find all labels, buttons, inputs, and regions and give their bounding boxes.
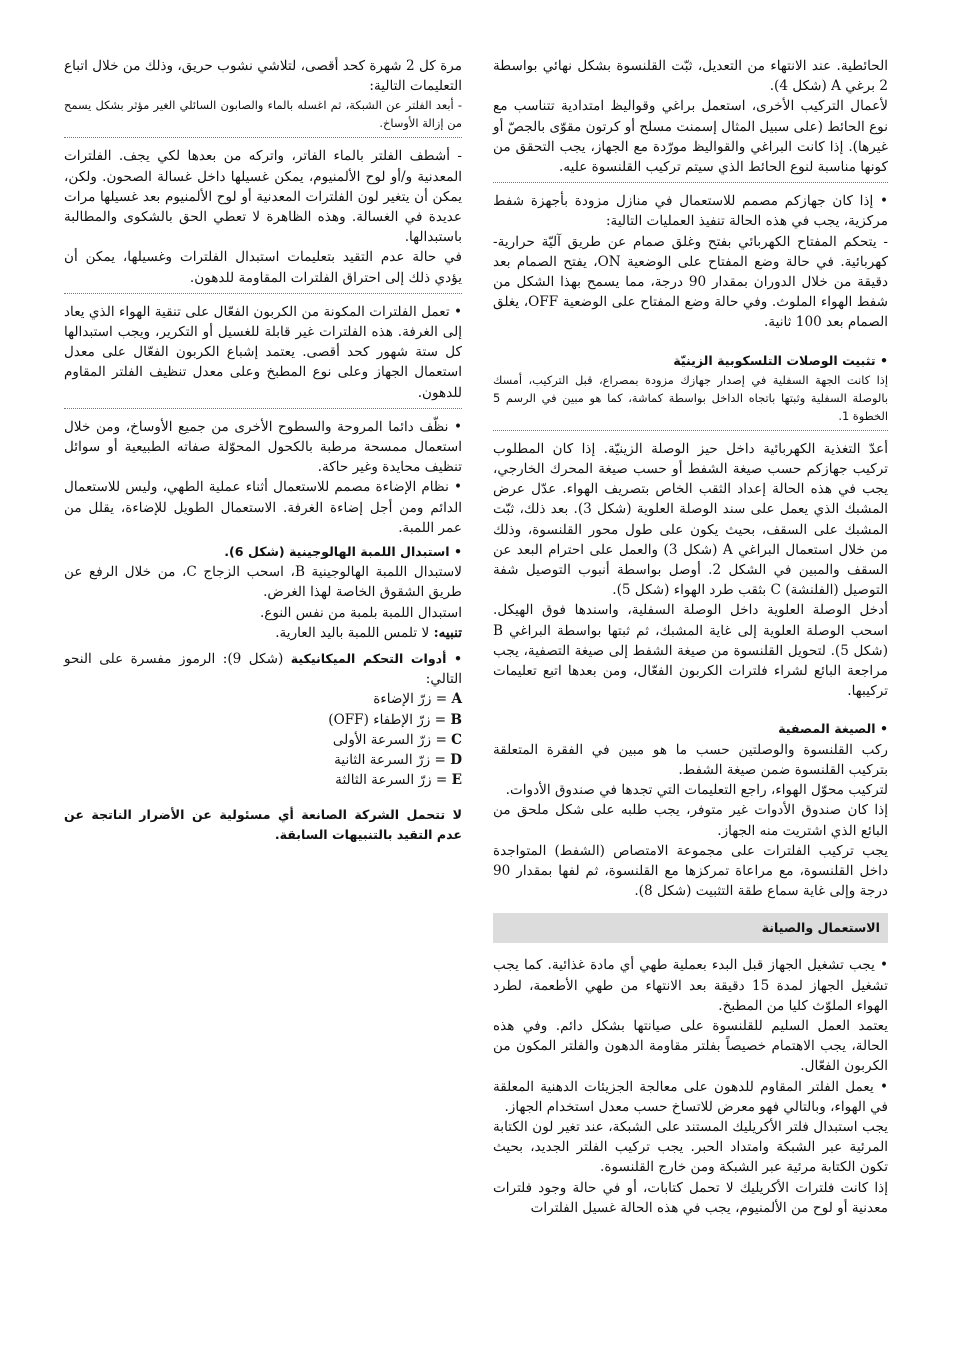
control-item <box>64 770 462 790</box>
paragraph: الحائطية. عند الانتهاء من التعديل، ثبّت القلنسوة بشكل نهائي بواسطة 2 برغي A (شكل 4). <box>493 58 888 95</box>
paragraph: لاستبدال اللمبة الهالوجينية B، اسحب الزجاج C، من خلال الرفع عن طريق الشقوق الخاصة لهذا الغرض. <box>64 564 462 601</box>
paragraph: في حالة عدم التقيد بتعليمات استبدال الفلترات وغسيلها، يمكن أن يؤدي ذلك إلى احتراق الفلترات المقاومة للدهون. <box>64 249 462 286</box>
divider <box>493 430 888 431</box>
spacer <box>64 791 462 805</box>
paragraph: • يجب تشغيل الجهاز قبل البدء بعملية طهي أي مادة غذائية. كما يجب تشغيل الجهاز لمدة 15 دقيقة بعد الانتهاء من طهي الأطعمة، لطرد الهواء الملوّث كليا من المطبخ. <box>493 957 888 1014</box>
control-item <box>64 750 462 770</box>
control-key: C <box>451 731 462 748</box>
control-item <box>64 730 462 750</box>
spacer <box>493 333 888 347</box>
warning-text: لا تلمس اللمبة باليد العارية. <box>275 624 434 641</box>
paragraph: إذا كانت الجهة السفلية في إصدار جهازك مزودة بمصراع، قبل التركيب، أمسك بالوصلة السفلية وثبتها باتجاه الداخل بواسطة كماشة، كما هو مبين في الرسم 5 الخطوة 1. <box>493 372 888 423</box>
spacer <box>493 701 888 715</box>
warning <box>64 623 462 643</box>
paragraph: ركب القلنسوة والوصلتين حسب ما هو مبين في الفقرة المتعلقة بتركيب القلنسوة ضمن صيغة الشفط. <box>493 741 888 778</box>
paragraph: إذا كان صندوق الأدوات غير متوفر، يجب طلبه على شكل ملحق من البائع الذي اشتريت منه الجهاز. <box>493 802 888 839</box>
paragraph: • إذا كان جهازكم مصمم للاستعمال في منازل مزودة بأجهزة شفط مركزية، يجب في هذه الحالة تنفيذ العمليات التالية: <box>493 193 888 230</box>
heading-filter-mode: • الصيغة المصفية <box>778 721 888 737</box>
paragraph: مرة كل 2 شهرة كحد أقصى، لتلاشي نشوب حريق، وذلك من خلال اتباع التعليمات التالية: <box>63 58 462 95</box>
paragraph: أعدّ التغذية الكهربائية داخل حيز الوصلة الزينيّة. إذا كان المطلوب تركيب جهازكم حسب صيغة الشفط أو حسب صيغة المحرك الخارجي، يجب في هذه الحالة إعداد الثقب الخاص بتصريف الهواء. عدّل عرض المشبك الذي يعمل على سند الوصلة العلوية (شكل 3). بعد ذلك، ثبّت المشبك على السقف، بحيث يكون على طول محور القلنسوة، وذلك من خلال استعمال البراغي A (شكل 3) والعمل على احترام البعد عن السقف والمبين في الشكل 2. أوصل بواسطة أنبوب التوصيل شفة التوصيل (الفلنشة) C بثقب طرد الهواء (شكل 5). <box>493 440 888 599</box>
paragraph: استبدال اللمبة بلمبة من نفس النوع. <box>259 604 462 621</box>
control-key: E <box>451 772 462 789</box>
right-column <box>493 56 888 1218</box>
divider <box>64 137 462 138</box>
section-header-use-maintenance: الاستعمال والصيانة <box>493 913 888 943</box>
controls-intro-text: (شكل 9): الرموز مفسرة على النحو التالي: <box>64 651 462 688</box>
paragraph: - أبعد الفلتر عن الشبكة، ثم اغسله بالماء والصابون السائلي الغير مؤثر بشكل يسمح من إزالة الأوساخ. <box>64 98 462 131</box>
controls-intro <box>64 649 462 689</box>
control-item <box>64 710 462 730</box>
divider <box>64 293 462 294</box>
paragraph: لأعمال التركيب الأخرى، استعمل براغي وقواليظ امتدادية تتناسب مع نوع الحائط (على سبيل المثال إسمنت مسلح أو كرتون مقوّى بالجصّ أو غيرها). إذا كانت البراغي والقواليظ مورّدة مع الجهاز، يجب التحقق من كونها مناسبة لنوع الحائط الذي سيتم تركيب القلنسوة عليه. <box>493 98 888 176</box>
divider <box>493 182 888 183</box>
heading-halogen-lamp: • استبدال اللمبة الهالوجينية (شكل 6). <box>224 544 462 560</box>
left-column <box>64 56 462 845</box>
heading-telescopic: • تثبيت الوصلات التلسكوبية الزينيّة <box>673 352 888 368</box>
control-desc: = زرّ الإضاءة <box>373 691 452 708</box>
controls-list <box>64 689 462 790</box>
paragraph: • نظام الإضاءة مصمم للاستعمال أثناء عملية الطهي، وليس للاستعمال الدائم ومن أجل إضاءة الغرفة. الاستعمال الطويل للإضاءة، يقلل من عمر اللمبة. <box>64 479 462 536</box>
control-item <box>64 689 462 709</box>
paragraph: لتركيب محوّل الهواء، راجع التعليمات التي تجدها في صندوق الأدوات. <box>505 782 888 799</box>
control-desc: = زرّ السرعة الثانية <box>334 752 451 769</box>
paragraph: - أشطف الفلتر بالماء الفاتر، واتركه من بعدها لكي يجف. الفلترات المعدنية و/أو لوح الألمنيوم، يمكن غسيلها داخل غسالة الصحون. ولكن، يمكن أن يتغير لون الفلترات المعدنية أو لوح الألمنيوم بعد غسيلها مرات عديدة في الغسالة. وهذه الظاهرة لا تعطي الحق بالشكوى والمطالبة باستبدالها. <box>64 148 462 246</box>
control-desc: = زرّ السرعة الأولى <box>332 731 452 748</box>
disclaimer: لا تتحمل الشركة الصانعة أي مسئولية عن الأضرار الناتجة عن عدم التقيد بالتنبيهات السابقة. <box>64 806 462 842</box>
heading-mechanical-controls: • أدوات التحكم الميكانيكية <box>290 651 463 667</box>
control-desc: = زرّ السرعة الثالثة <box>335 772 452 789</box>
paragraph: إذا كانت فلترات الأكريليك لا تحمل كتابات، أو في حالة وجود فلترات معدنية أو لوح من الألمنيوم، يجب في هذه الحالة غسيل الفلترات <box>493 1179 888 1216</box>
control-desc: = زرّ الإطفاء (OFF) <box>328 711 451 728</box>
paragraph: • تعمل الفلترات المكونة من الكربون الفعّال على تنقية الهواء الذي يعاد إلى الغرفة. هذه الفلترات غير قابلة للغسيل أو التكرير، ويجب استبدالها كل ستة شهور كحد أقصى. يعتمد إشباع الكربون الفعّال على معدل استعمال الجهاز وعلى نوع المطبخ وعلى معدل تنظيف الفلتر المقاوم للدهون. <box>64 303 462 401</box>
paragraph: • يعمل الفلتر المقاوم للدهون على معالجة الجزيئات الدهنية المعلقة في الهواء، وبالتالي فهو معرض للاتساخ حسب معدل استخدام الجهاز. <box>493 1078 888 1115</box>
paragraph: يعتمد العمل السليم للقلنسوة على صيانتها بشكل دائم. وفي هذه الحالة، يجب الاهتمام خصيصاً بفلتر مقاومة الدهون والفلتر المكون من الكربون الفعّال. <box>493 1017 888 1075</box>
paragraph: يجب تركيب الفلترات على مجموعة الامتصاص (الشفط) المتواجدة داخل القلنسوة، مع مراعاة تمركزها مع القلنسوة، ثم لفها بمقدار 90 درجة وإلى غاية سماع طقة التثبيت (شكل 8). <box>493 842 888 900</box>
paragraph: يجب استبدال فلتر الأكريليك المستند على الشبكة، عند تغير لون الكتابة المرئية عبر الشبكة وامتداد الحبر. يجب تركيب الفلتر الجديد، بحيث تكون الكتابة مرئية عبر الشبكة ومن خارج القلنسوة. <box>493 1118 888 1176</box>
paragraph: - يتحكم المفتاح الكهربائي بفتح وغلق صمام عن طريق آليّة حرارية-كهربائية. في حالة وضع المفتاح على الوضعية ON، يفتح الصمام بعد دقيقة من خلال الدوران بمقدار 90 درجة، مما يسمح بهذا الشكل من شفط الهواء الملوث. وفي حالة وضع المفتاح على الوضعية OFF، يغلق الصمام بعد 100 ثانية. <box>493 233 888 331</box>
divider <box>64 408 462 409</box>
control-key: A <box>451 691 462 708</box>
control-key: D <box>450 752 462 769</box>
paragraph: • نظّف دائما المروحة والسطوح الأخرى من جميع الأوساخ، ومن خلال استعمال ممسحة مرطبة بالكحول المحوّلة صفاته الطبيعية أو سوائل تنظيف محايدة وغير حاكة. <box>64 418 462 476</box>
warning-label: تنبيه: <box>433 624 462 641</box>
control-key: B <box>450 711 462 728</box>
paragraph: أدخل الوصلة العلوية داخل الوصلة السفلية، واسندها فوق الهيكل. اسحب الوصلة العلوية إلى غاية المشبك، ثم ثبتها بواسطة البراغي B (شكل 5). لتحويل القلنسوة من صيغة الشفط إلى صيغة التصفية، يجب مراجعة البائع لشراء فلترات الكربون الفعّال، ومن بعدها اتبع تعليمات تركيبها. <box>493 602 888 700</box>
